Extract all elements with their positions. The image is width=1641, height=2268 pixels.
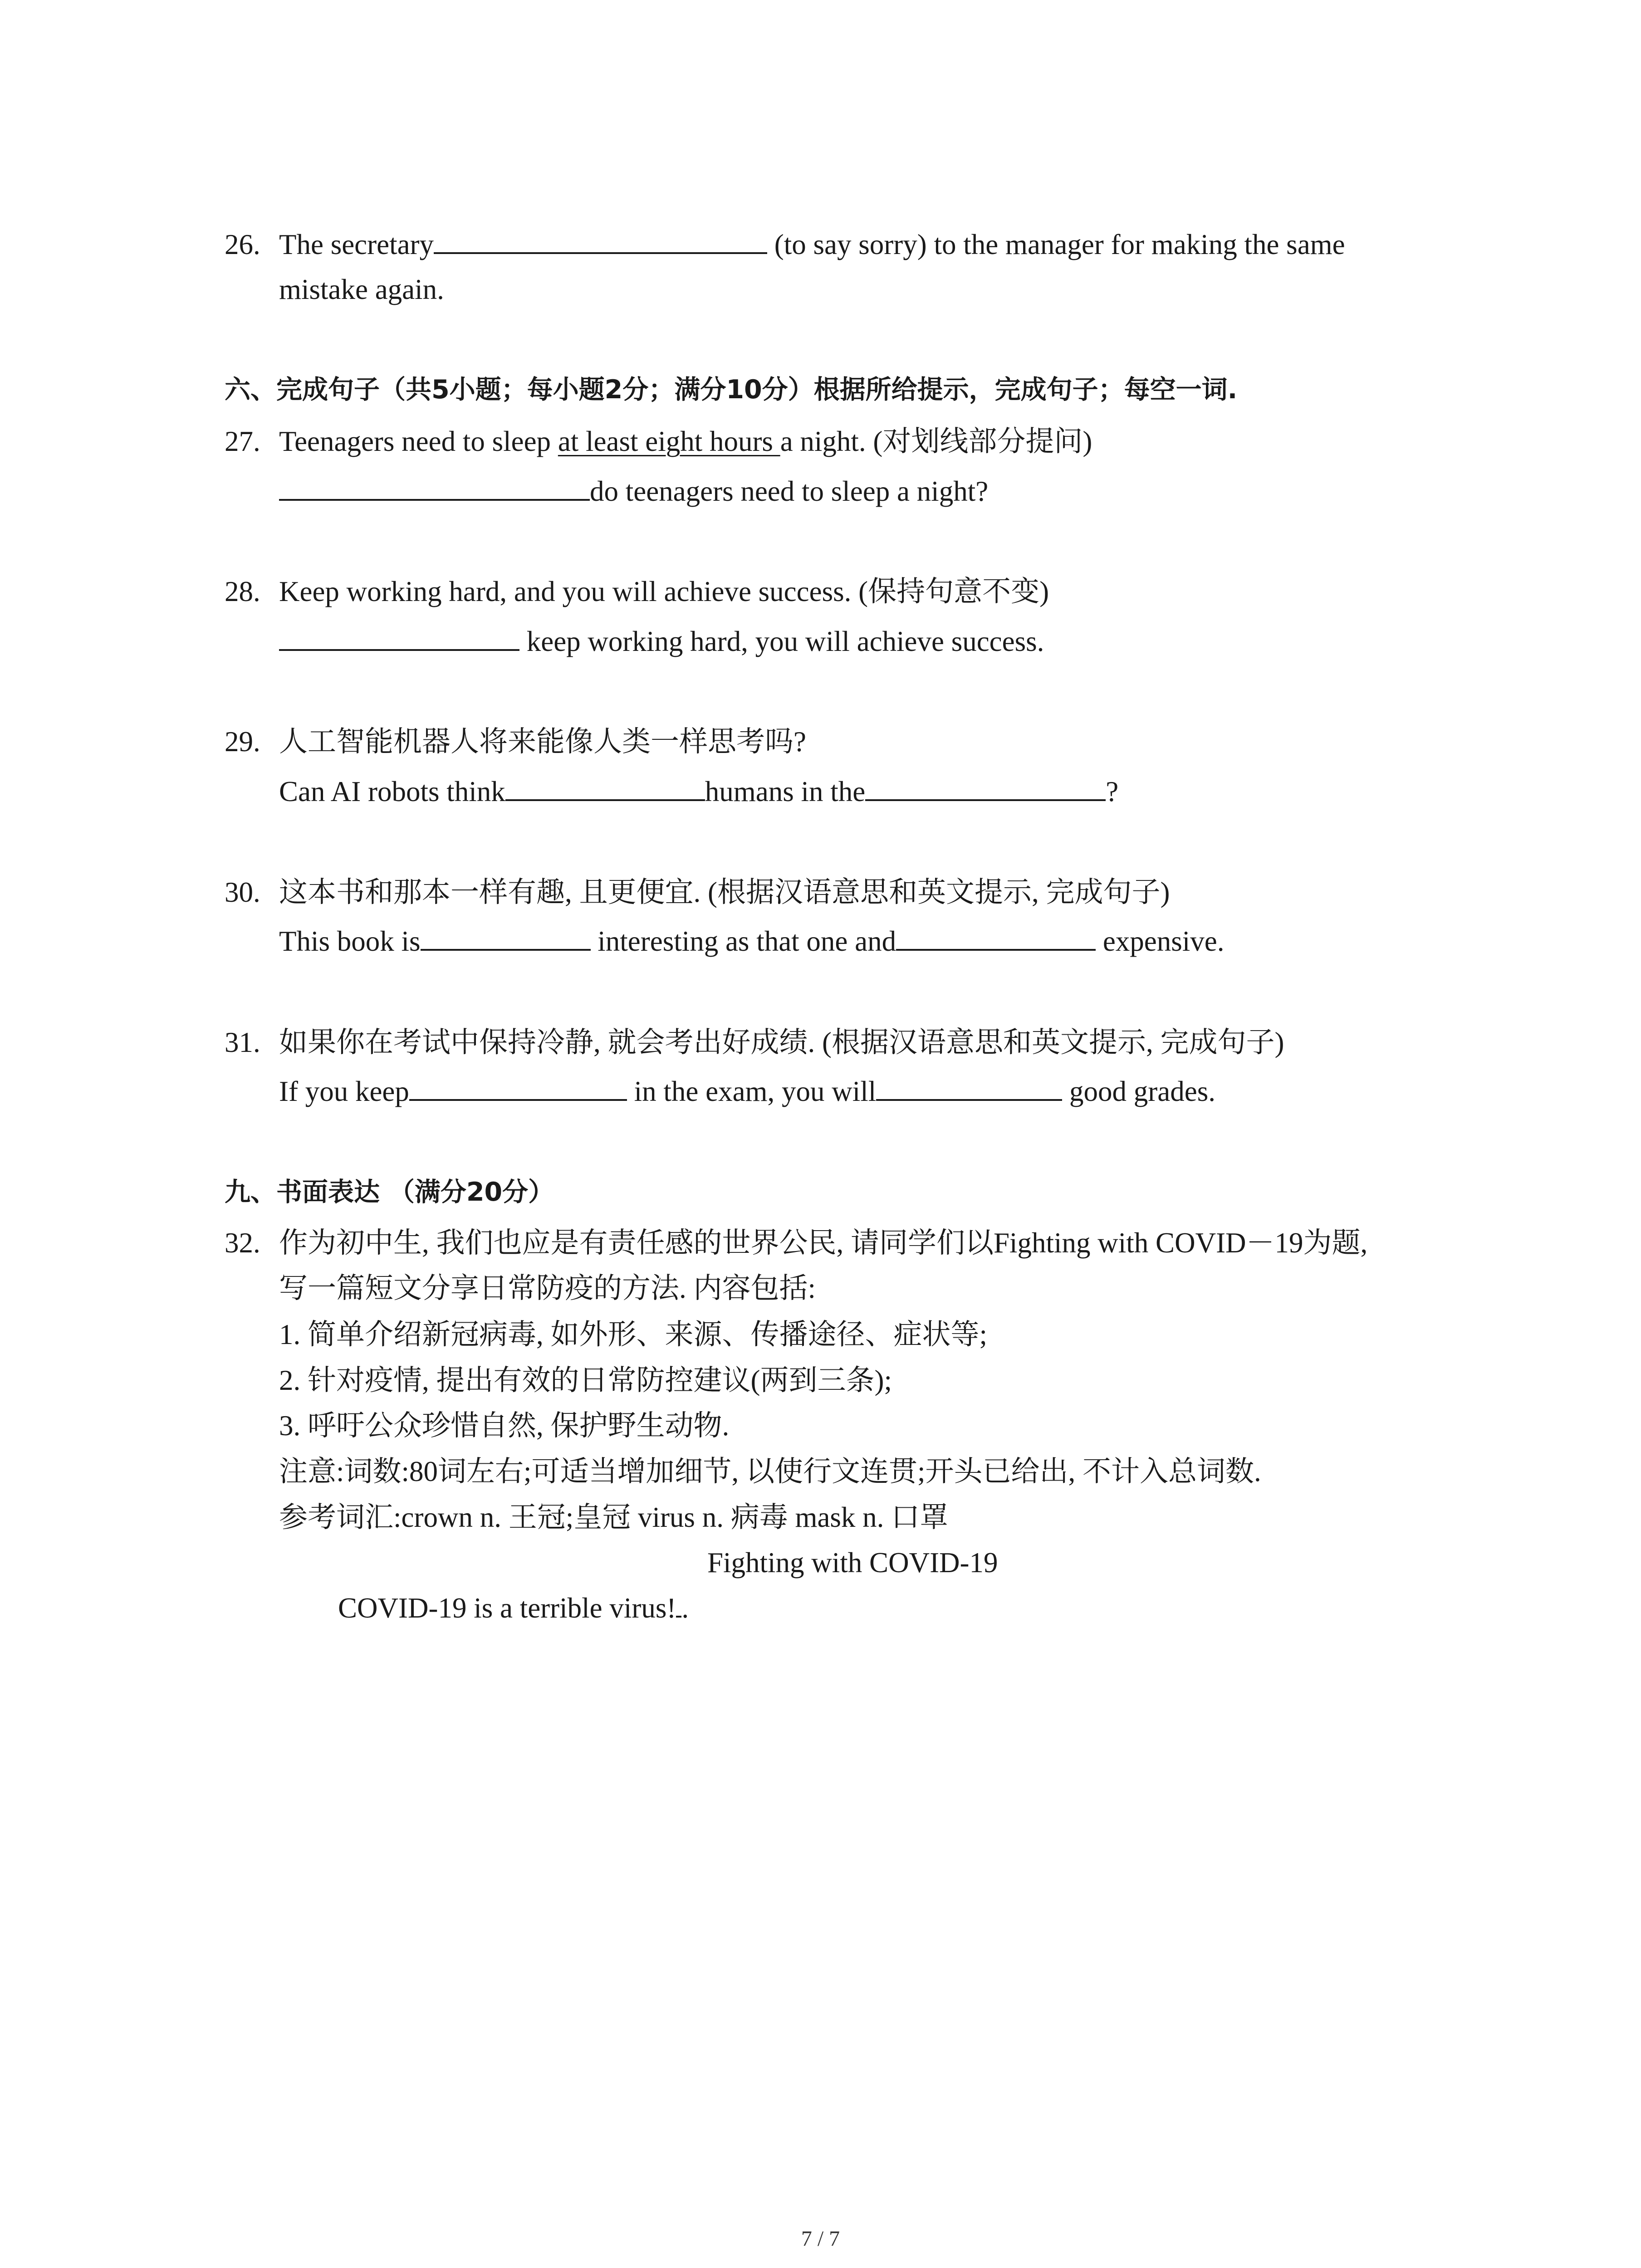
question-text: do teenagers need to sleep a night?: [590, 475, 989, 507]
reference-vocabulary: 参考词汇:crown n. 王冠;皇冠 virus n. 病毒 mask n. 口罩: [279, 1501, 949, 1533]
question-number: 28.: [225, 576, 260, 607]
question-30-line2: [279, 923, 1225, 959]
question-32-line2: [279, 1270, 816, 1306]
essay-title: Fighting with COVID-19: [707, 1547, 998, 1579]
question-number: 31.: [225, 1026, 260, 1058]
question-30-line1: [225, 874, 1170, 910]
question-text: 这本书和那本一样有趣, 且更便宜. (根据汉语意思和英文提示, 完成句子): [279, 876, 1170, 908]
question-text: interesting as that one and: [598, 925, 896, 957]
section-9-heading: 九、书面表达 （满分20分）: [225, 1177, 554, 1207]
question-text: expensive.: [1102, 925, 1225, 957]
answer-blank[interactable]: [409, 1075, 627, 1101]
question-text: in the exam, you will: [634, 1075, 877, 1107]
question-31-line1: [225, 1024, 1284, 1061]
essay-answer-area[interactable]: [676, 1596, 681, 1618]
question-text: Keep working hard, and you will achieve success. (保持句意不变): [279, 576, 1049, 607]
question-text: 人工智能机器人将来能像人类一样思考吗?: [279, 726, 806, 758]
section-6-heading: 六、完成句子（共5小题；每小题2分；满分10分）根据所给提示，完成句子；每空一词.: [225, 375, 1238, 405]
answer-blank[interactable]: [896, 924, 1096, 951]
question-text: If you keep: [279, 1075, 409, 1107]
question-26-line2: [279, 271, 444, 308]
question-31-line2: [279, 1073, 1215, 1110]
question-text: humans in the: [705, 776, 866, 807]
question-number: 30.: [225, 876, 260, 908]
question-27-line2: [279, 473, 988, 509]
question-27-line1: [225, 423, 1092, 459]
question-text: mistake again.: [279, 274, 444, 305]
underlined-phrase: at least eight hours: [558, 425, 780, 457]
writing-note: 注意:词数:80词左右;可适当增加细节, 以使行文连贯;开头已给出, 不计入总词数.: [279, 1456, 1261, 1487]
question-text: 如果你在考试中保持冷静, 就会考出好成绩. (根据汉语意思和英文提示, 完成句子): [279, 1026, 1284, 1058]
question-32-line1: [225, 1225, 1367, 1261]
question-number: 32.: [225, 1227, 260, 1259]
answer-blank[interactable]: [279, 474, 590, 501]
question-text: good grades.: [1069, 1075, 1215, 1107]
question-number: 26.: [225, 229, 260, 260]
essay-end-mark: .: [681, 1592, 689, 1624]
question-28-line2: [279, 623, 1044, 660]
essay-first-sentence: COVID-19 is a terrible virus!: [338, 1592, 676, 1624]
question-number: 27.: [225, 425, 260, 457]
question-text: ?: [1106, 776, 1119, 807]
answer-blank[interactable]: [434, 228, 767, 254]
question-text: keep working hard, you will achieve success.: [526, 626, 1044, 657]
question-29-line2: [279, 773, 1118, 810]
answer-blank[interactable]: [421, 924, 591, 951]
question-number: 29.: [225, 726, 260, 758]
question-text: Can AI robots think: [279, 776, 505, 807]
question-26-line1: [225, 226, 1345, 263]
question-29-line1: [225, 723, 806, 760]
question-text: This book is: [279, 925, 421, 957]
question-28-line1: [225, 573, 1049, 610]
answer-blank[interactable]: [279, 625, 519, 651]
question-text: (to say sorry) to the manager for making the same: [774, 229, 1345, 260]
answer-blank[interactable]: [876, 1075, 1062, 1101]
question-text: 作为初中生, 我们也应是有责任感的世界公民, 请同学们以Fighting with COVID－19为题,: [279, 1227, 1368, 1259]
question-text: The secretary: [279, 229, 434, 260]
content-item-3: 3. 呼吁公众珍惜自然, 保护野生动物.: [279, 1410, 730, 1442]
question-text: Teenagers need to sleep: [279, 425, 558, 457]
page-number: 7 / 7: [801, 2227, 840, 2251]
question-text: a night. (对划线部分提问): [780, 425, 1092, 457]
answer-blank[interactable]: [865, 775, 1106, 801]
question-text: 写一篇短文分享日常防疫的方法. 内容包括:: [279, 1272, 816, 1304]
content-item-1: 1. 简单介绍新冠病毒, 如外形、来源、传播途径、症状等;: [279, 1319, 988, 1350]
essay-opening: [338, 1590, 689, 1626]
answer-blank[interactable]: [505, 775, 705, 801]
content-item-2: 2. 针对疫情, 提出有效的日常防控建议(两到三条);: [279, 1364, 892, 1396]
